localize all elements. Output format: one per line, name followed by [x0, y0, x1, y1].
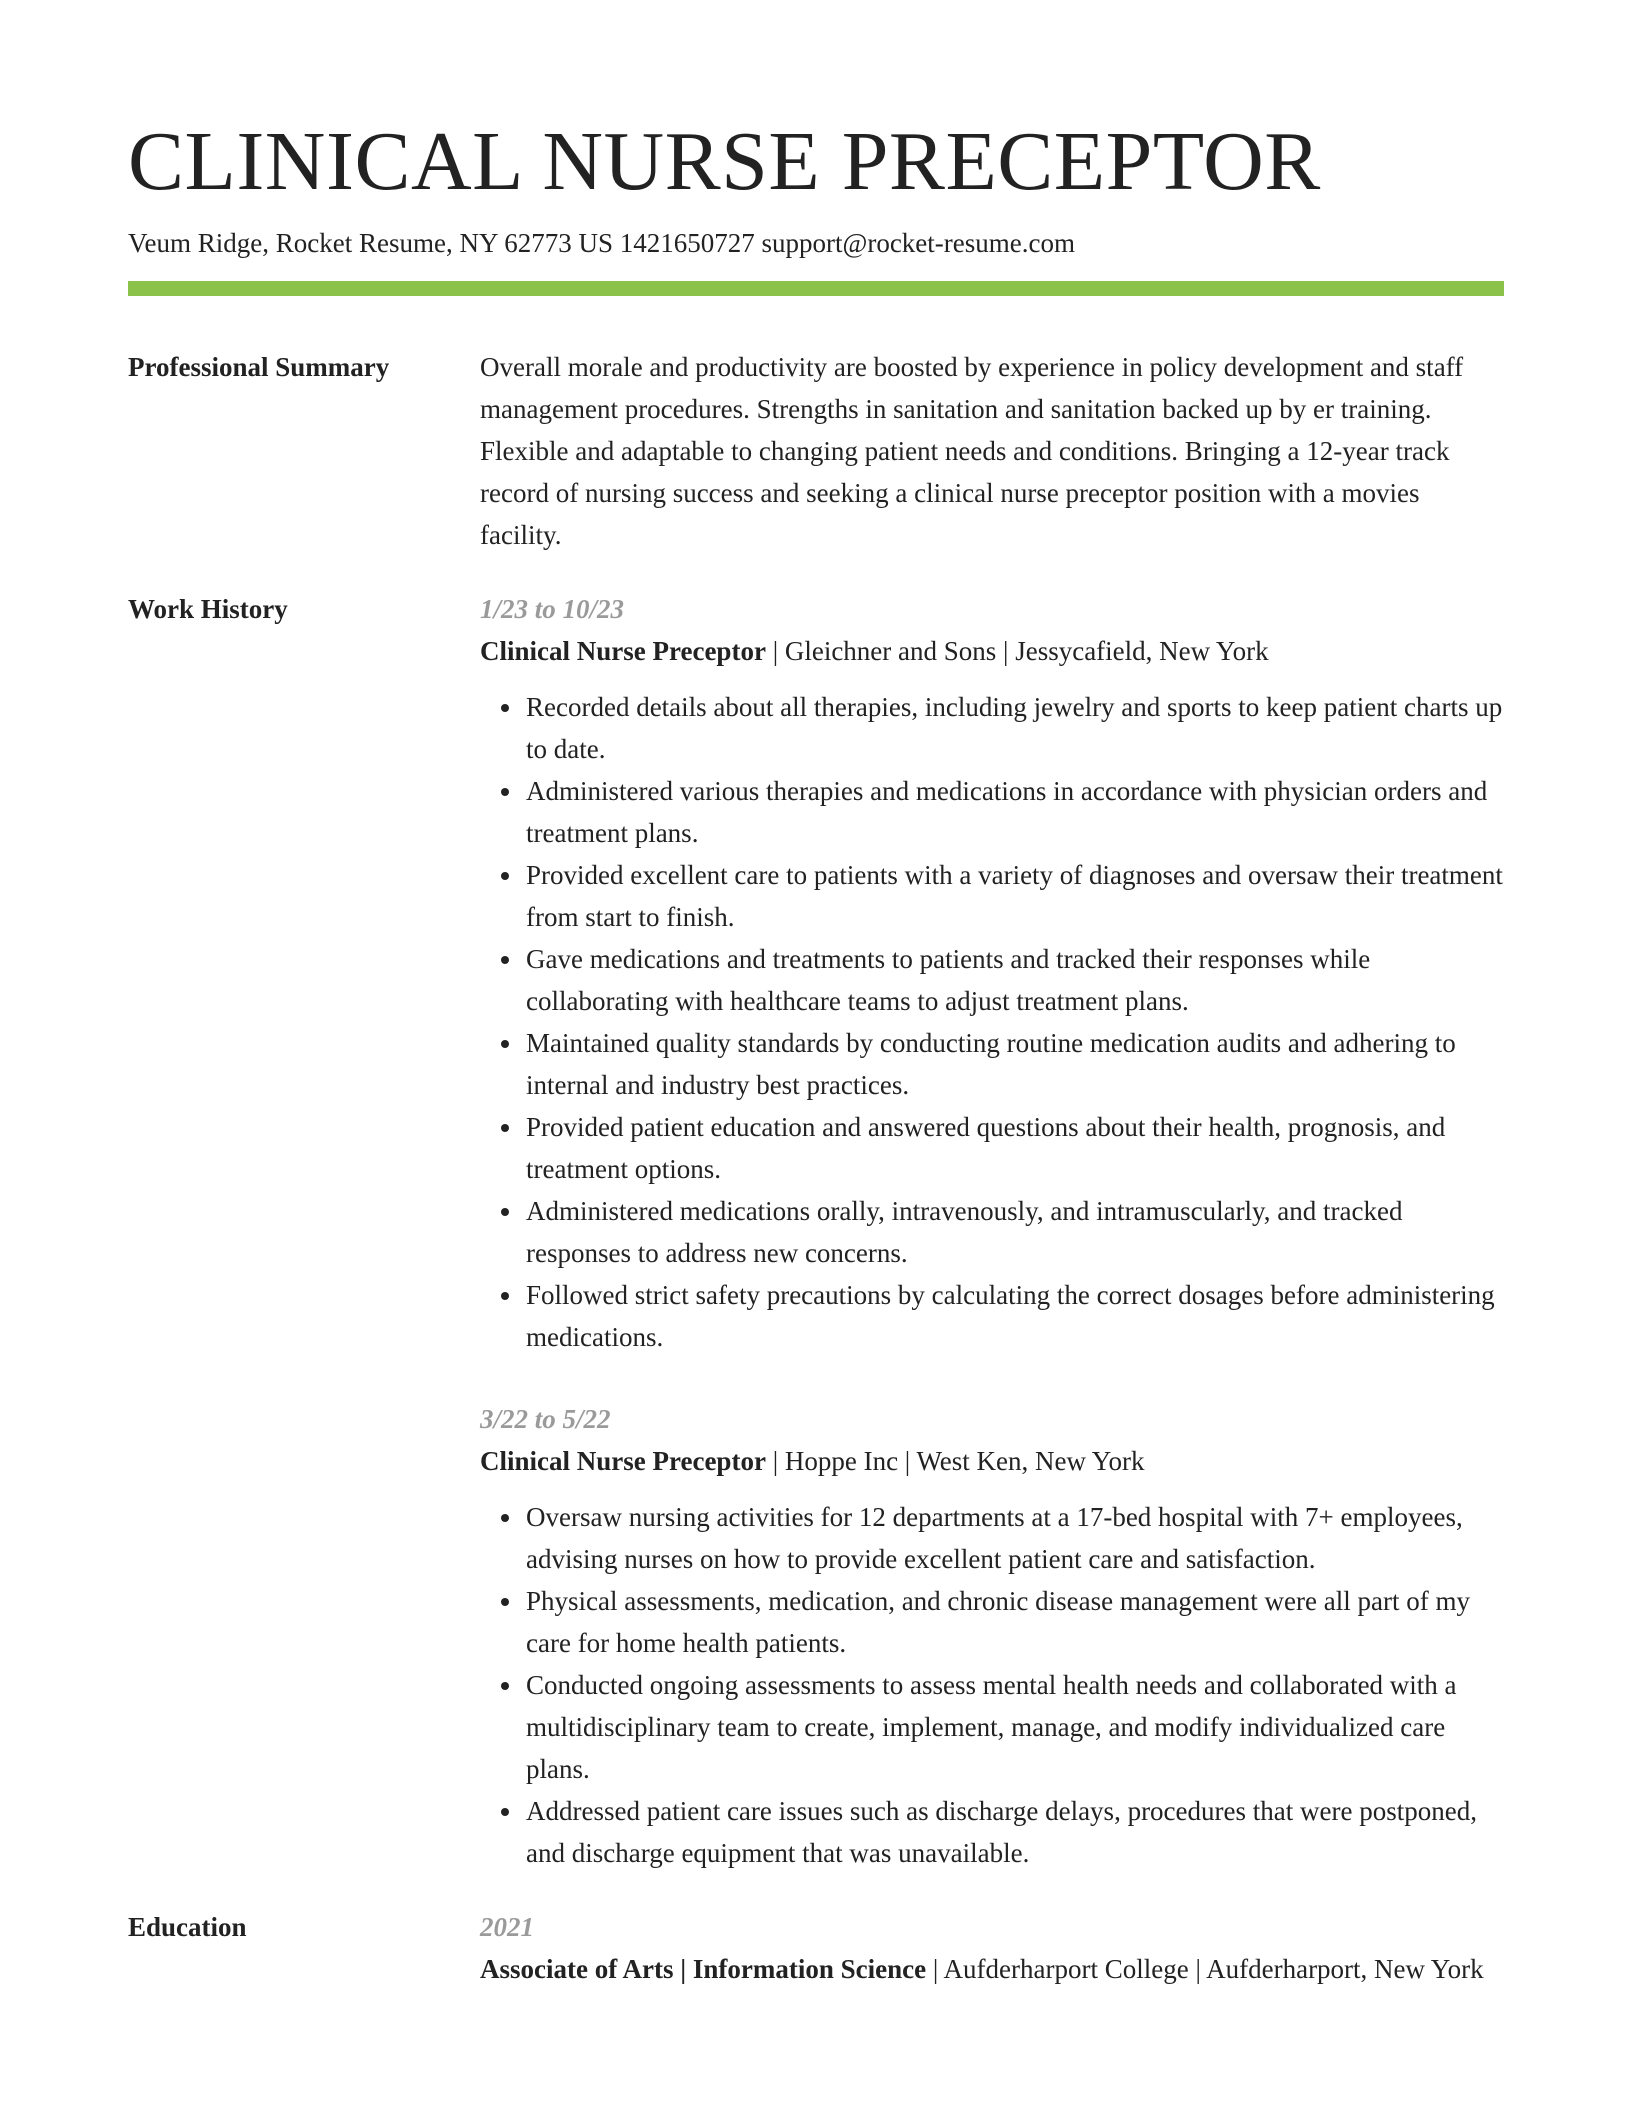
- job-bullet-list: [480, 1496, 1504, 1874]
- job-title: Clinical Nurse Preceptor: [480, 636, 766, 667]
- summary-text: Overall morale and productivity are boosted by experience in policy development and staff management procedures. Strengths in sanitation and sanitation backed up by er training. Flexible and adaptable to changing patient needs and conditions. Bringing a 12-year track record of nursing success and seeking a clinical nurse preceptor position with a movies facility.: [480, 352, 1464, 551]
- work-history-body: [480, 588, 1504, 1874]
- education-heading: [480, 1948, 1504, 1990]
- job-title: Clinical Nurse Preceptor: [480, 1446, 766, 1477]
- section-heading-work-history: Work History: [128, 594, 288, 625]
- list-item: • Administered medications orally, intravenously, and intramuscularly, and tracked responses to address new concerns.: [524, 1190, 1504, 1274]
- education-body: [480, 1906, 1504, 1990]
- list-item: • Maintained quality standards by conducting routine medication audits and adhering to internal and industry best practices.: [524, 1022, 1504, 1106]
- education-school-location: | Aufderharport College | Aufderharport, New York: [926, 1954, 1484, 1985]
- job-entry: [480, 1398, 1504, 1874]
- job-employer-location: | Gleichner and Sons | Jessycafield, New York: [765, 636, 1269, 667]
- list-item: • Followed strict safety precautions by calculating the correct dosages before administering medications.: [524, 1274, 1504, 1358]
- list-item: • Recorded details about all therapies, including jewelry and sports to keep patient charts up to date.: [524, 686, 1504, 770]
- resume-page: [128, 115, 1504, 1990]
- education-year: 2021: [480, 1912, 534, 1943]
- job-employer-location: | Hoppe Inc | West Ken, New York: [765, 1446, 1145, 1477]
- list-item: • Oversaw nursing activities for 12 departments at a 17-bed hospital with 7+ employees, advising nurses on how to provide excellent patient care and satisfaction.: [524, 1496, 1504, 1580]
- list-item: • Conducted ongoing assessments to assess mental health needs and collaborated with a multidisciplinary team to create, implement, manage, and modify individualized care plans.: [524, 1664, 1504, 1790]
- job-heading: [480, 630, 1504, 672]
- list-item: • Physical assessments, medication, and chronic disease management were all part of my care for home health patients.: [524, 1580, 1504, 1664]
- job-bullet-list: [480, 686, 1504, 1358]
- professional-summary-section: [128, 346, 1504, 556]
- list-item: • Addressed patient care issues such as discharge delays, procedures that were postponed, and discharge equipment that was unavailable.: [524, 1790, 1504, 1874]
- job-entry: [480, 588, 1504, 1358]
- resume-name: CLINICAL NURSE PRECEPTOR: [128, 115, 1321, 208]
- list-item: • Provided patient education and answered questions about their health, prognosis, and treatment options.: [524, 1106, 1504, 1190]
- list-item: • Provided excellent care to patients with a variety of diagnoses and oversaw their treatment from start to finish.: [524, 854, 1504, 938]
- education-section: [128, 1906, 1504, 1990]
- list-item: • Administered various therapies and medications in accordance with physician orders and treatment plans.: [524, 770, 1504, 854]
- work-history-section: [128, 588, 1504, 1874]
- section-heading-summary: Professional Summary: [128, 352, 390, 383]
- job-dates: 3/22 to 5/22: [480, 1404, 611, 1435]
- job-heading: [480, 1440, 1504, 1482]
- section-heading-education: Education: [128, 1912, 247, 1943]
- job-dates: 1/23 to 10/23: [480, 594, 625, 625]
- education-degree: Associate of Arts | Information Science: [480, 1954, 927, 1985]
- contact-line: Veum Ridge, Rocket Resume, NY 62773 US 1421650727 support@rocket-resume.com: [128, 228, 1075, 259]
- header-divider: [128, 281, 1504, 296]
- list-item: • Gave medications and treatments to patients and tracked their responses while collaborating with healthcare teams to adjust treatment plans.: [524, 938, 1504, 1022]
